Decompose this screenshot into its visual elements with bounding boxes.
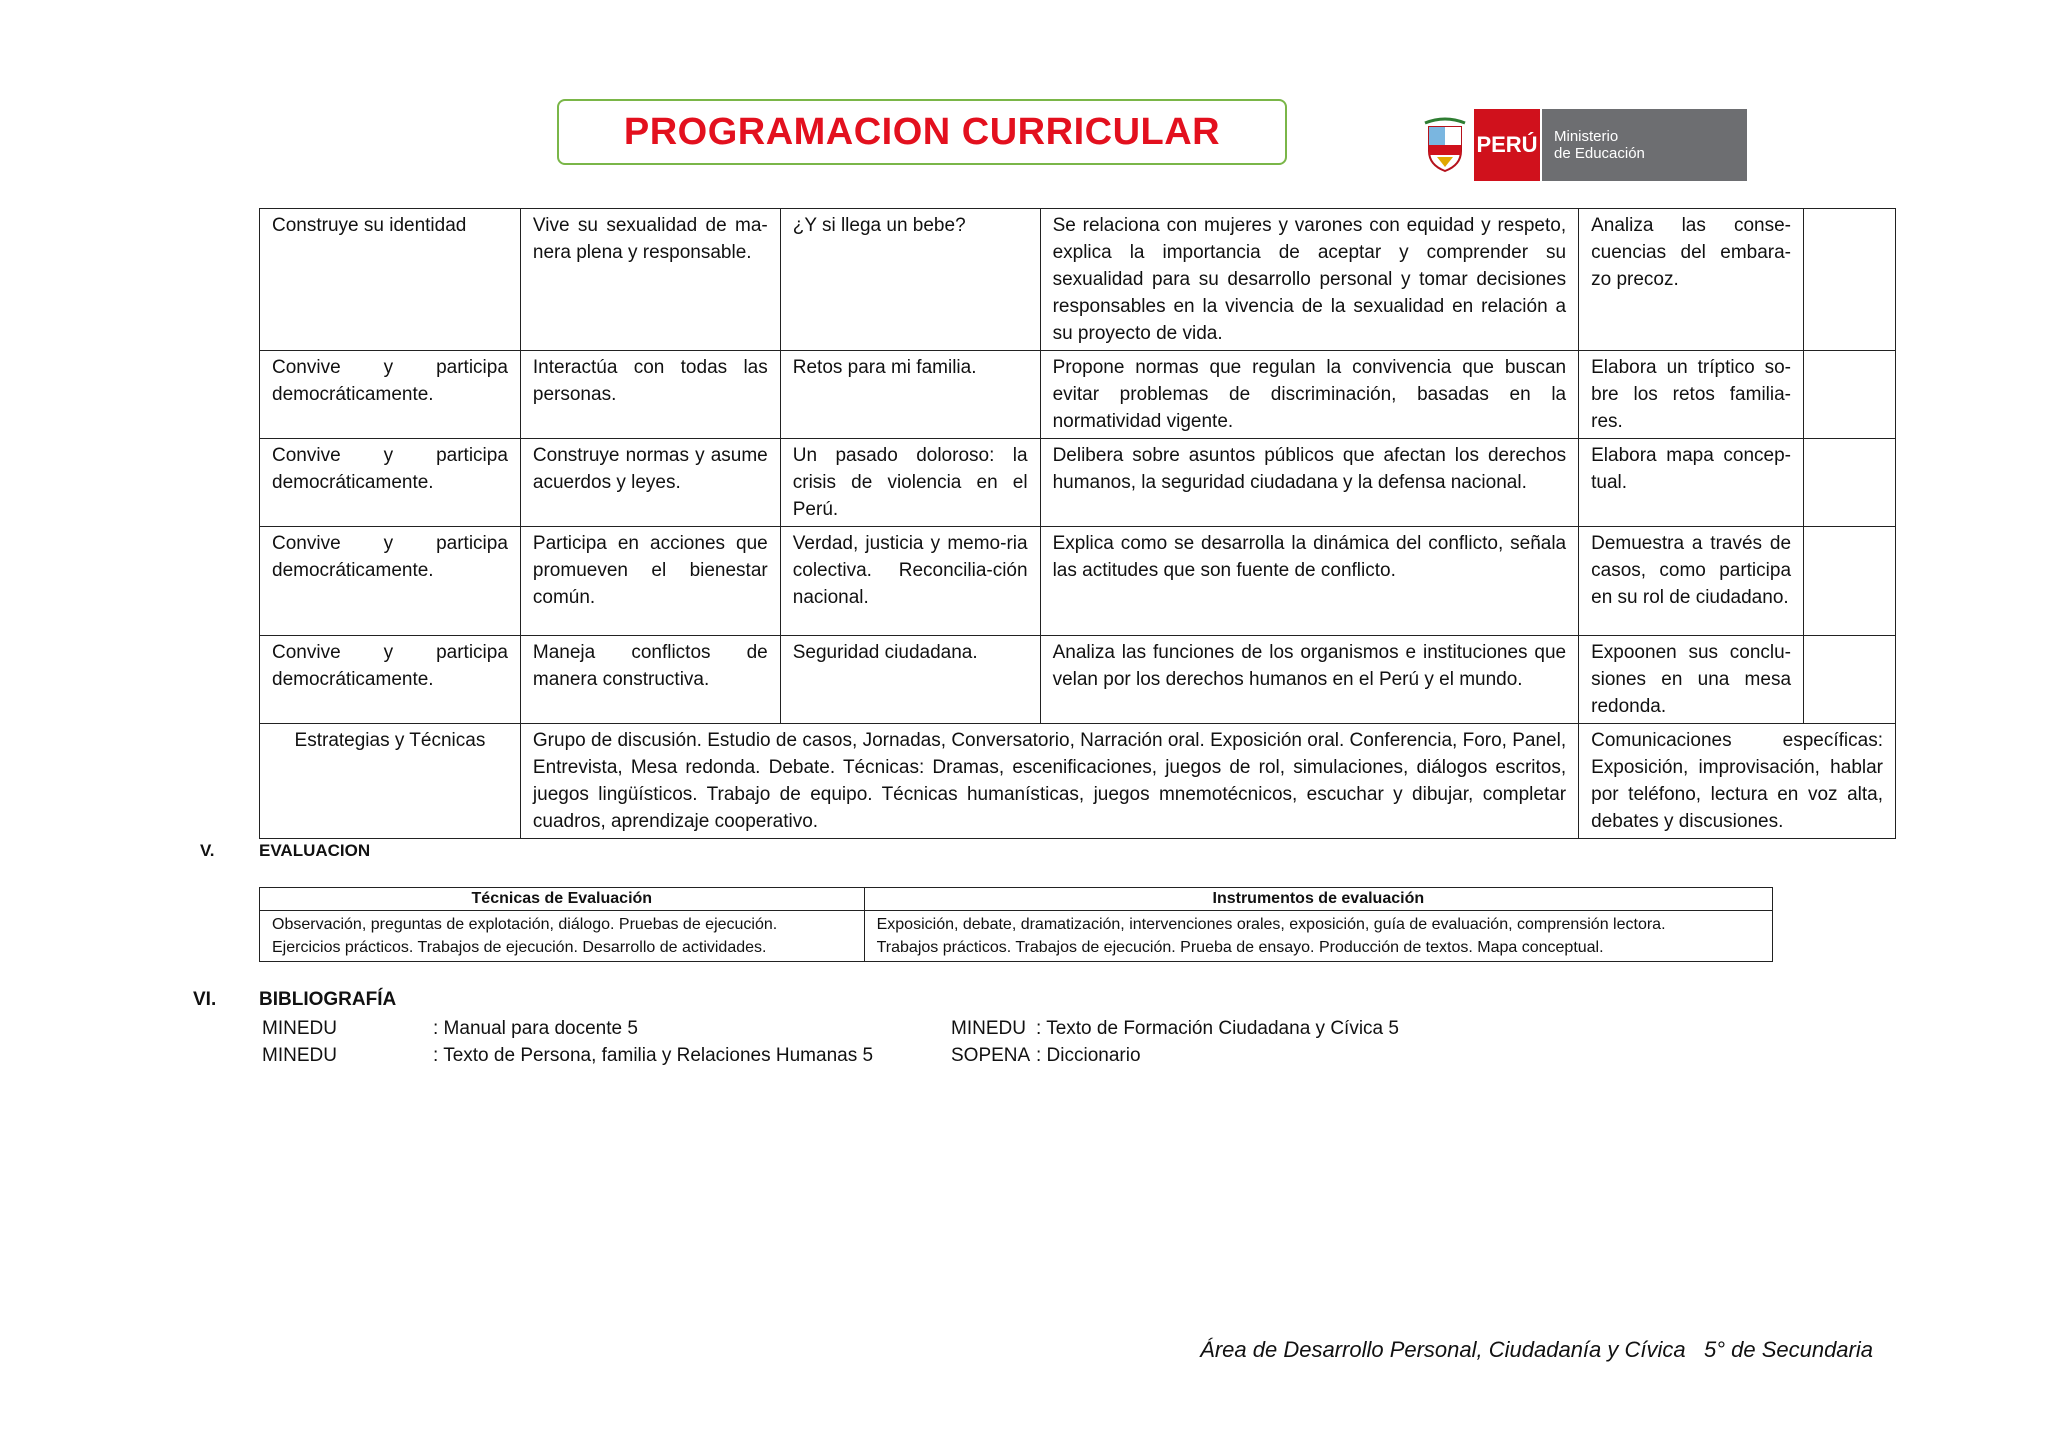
col-instruments-header: Instrumentos de evaluación	[864, 888, 1772, 911]
table-row	[260, 351, 1896, 439]
instruments-line: Trabajos prácticos. Trabajos de ejecución. Prueba de ensayo. Producción de textos. Mapa conceptual.	[876, 939, 1604, 956]
table-row	[260, 439, 1896, 527]
competencia-cell: Convive y participa democráticamente.	[260, 636, 521, 724]
page-title: PROGRAMACION CURRICULAR	[623, 110, 1221, 153]
strategies-communications: Comunicaciones específicas: Exposición, improvisación, hablar por teléfono, lectura en voz alta, debates y discusiones.	[1579, 724, 1896, 839]
evaluation-table	[259, 887, 1773, 962]
tema-cell: Seguridad ciudadana.	[780, 636, 1040, 724]
extra-cell	[1804, 439, 1896, 527]
competencia-cell: Convive y participa democráticamente.	[260, 439, 521, 527]
techniques-line: Ejercicios prácticos. Trabajos de ejecución. Desarrollo de actividades.	[272, 939, 767, 956]
table-header-row	[260, 888, 1773, 911]
bibliography-entry-title: : Diccionario	[1036, 1045, 1141, 1066]
desempeno-cell: Delibera sobre asuntos públicos que afectan los derechos humanos, la seguridad ciudadana y la defensa nacional.	[1040, 439, 1579, 527]
instruments-cell	[864, 911, 1772, 962]
table-row	[260, 911, 1773, 962]
desempeno-cell: Se relaciona con mujeres y varones con equidad y respeto, explica la importancia de aceptar y comprender su sexualidad para su desarrollo personal y tomar decisiones responsables en la vivencia de la sexualidad en relación a su proyecto de vida.	[1040, 209, 1579, 351]
capacidad-cell: Interactúa con todas las personas.	[520, 351, 780, 439]
evaluation-heading: EVALUACION	[259, 841, 371, 860]
logo-ministry-label	[1540, 109, 1747, 181]
ministry-logo	[1416, 109, 1747, 181]
bibliography-number: VI.	[193, 989, 217, 1010]
strategies-text: Grupo de discusión. Estudio de casos, Jornadas, Conversatorio, Narración oral. Exposición oral. Conferencia, Foro, Panel, Entrevista, Mesa redonda. Debate. Técnicas: Dramas, escenificaciones, juegos de rol, simulaciones, diálogos escritos, juegos lingüísticos. Trabajo de equipo. Técnicas humanísticas, juegos mnemotécnicos, escuchar y dibujar, completar cuadros, aprendizaje cooperativo.	[520, 724, 1578, 839]
capacidad-cell: Participa en acciones que promueven el bienestar común.	[520, 527, 780, 636]
curriculum-table	[259, 208, 1896, 839]
competencia-cell: Construye su identidad	[260, 209, 521, 351]
producto-cell: Analiza las conse-cuencias del embara-zo precoz.	[1579, 209, 1804, 351]
producto-cell: Demuestra a través de casos, como participa en su rol de ciudadano.	[1579, 527, 1804, 636]
capacidad-cell: Vive su sexualidad de ma-nera plena y responsable.	[520, 209, 780, 351]
strategies-row	[260, 724, 1896, 839]
evaluation-number: V.	[200, 841, 215, 860]
tema-cell: Verdad, justicia y memo-ria colectiva. Reconcilia-ción nacional.	[780, 527, 1040, 636]
bibliography-entry-author: MINEDU	[262, 1045, 337, 1066]
page-footer: Área de Desarrollo Personal, Ciudadanía y Cívica 5° de Secundaria	[1200, 1337, 1873, 1362]
bibliography-entry-title: : Texto de Persona, familia y Relaciones Humanas 5	[433, 1045, 874, 1066]
bibliography-entry-author: MINEDU	[262, 1018, 337, 1039]
producto-cell: Elabora mapa concep-tual.	[1579, 439, 1804, 527]
title-box	[557, 99, 1287, 165]
logo-ministry-line2: de Educación	[1554, 145, 1645, 162]
capacidad-cell: Maneja conflictos de manera constructiva.	[520, 636, 780, 724]
instruments-line: Exposición, debate, dramatización, intervenciones orales, exposición, guía de evaluación, comprensión lectora.	[876, 916, 1666, 933]
tema-cell: Retos para mi familia.	[780, 351, 1040, 439]
coat-of-arms-icon	[1416, 109, 1474, 181]
capacidad-cell: Construye normas y asume acuerdos y leyes.	[520, 439, 780, 527]
tema-cell: ¿Y si llega un bebe?	[780, 209, 1040, 351]
desempeno-cell: Explica como se desarrolla la dinámica del conflicto, señala las actitudes que son fuente de conflicto.	[1040, 527, 1579, 636]
logo-ministry-line1: Ministerio	[1554, 128, 1619, 145]
extra-cell	[1804, 636, 1896, 724]
competencia-cell: Convive y participa democráticamente.	[260, 527, 521, 636]
desempeno-cell: Propone normas que regulan la convivencia que buscan evitar problemas de discriminación, basadas en la normatividad vigente.	[1040, 351, 1579, 439]
techniques-line: Observación, preguntas de explotación, diálogo. Pruebas de ejecución.	[272, 916, 778, 933]
table-row	[260, 527, 1896, 636]
extra-cell	[1804, 351, 1896, 439]
bibliography-entry-title: : Texto de Formación Ciudadana y Cívica 5	[1036, 1018, 1399, 1039]
bibliography-entry-author: SOPENA	[951, 1045, 1031, 1066]
strategies-label: Estrategias y Técnicas	[260, 724, 521, 839]
techniques-cell	[260, 911, 865, 962]
bibliography-heading: BIBLIOGRAFÍA	[259, 989, 397, 1010]
desempeno-cell: Analiza las funciones de los organismos e instituciones que velan por los derechos humanos en el Perú y el mundo.	[1040, 636, 1579, 724]
competencia-cell: Convive y participa democráticamente.	[260, 351, 521, 439]
extra-cell	[1804, 527, 1896, 636]
logo-peru-label: PERÚ	[1474, 109, 1540, 181]
bibliography-entry-author: MINEDU	[951, 1018, 1026, 1039]
bibliography-entry-title: : Manual para docente 5	[433, 1018, 638, 1039]
tema-cell: Un pasado doloroso: la crisis de violencia en el Perú.	[780, 439, 1040, 527]
table-row	[260, 636, 1896, 724]
producto-cell: Elabora un tríptico so-bre los retos familia-res.	[1579, 351, 1804, 439]
extra-cell	[1804, 209, 1896, 351]
col-techniques-header: Técnicas de Evaluación	[260, 888, 865, 911]
producto-cell: Expoonen sus conclu-siones en una mesa redonda.	[1579, 636, 1804, 724]
table-row	[260, 209, 1896, 351]
